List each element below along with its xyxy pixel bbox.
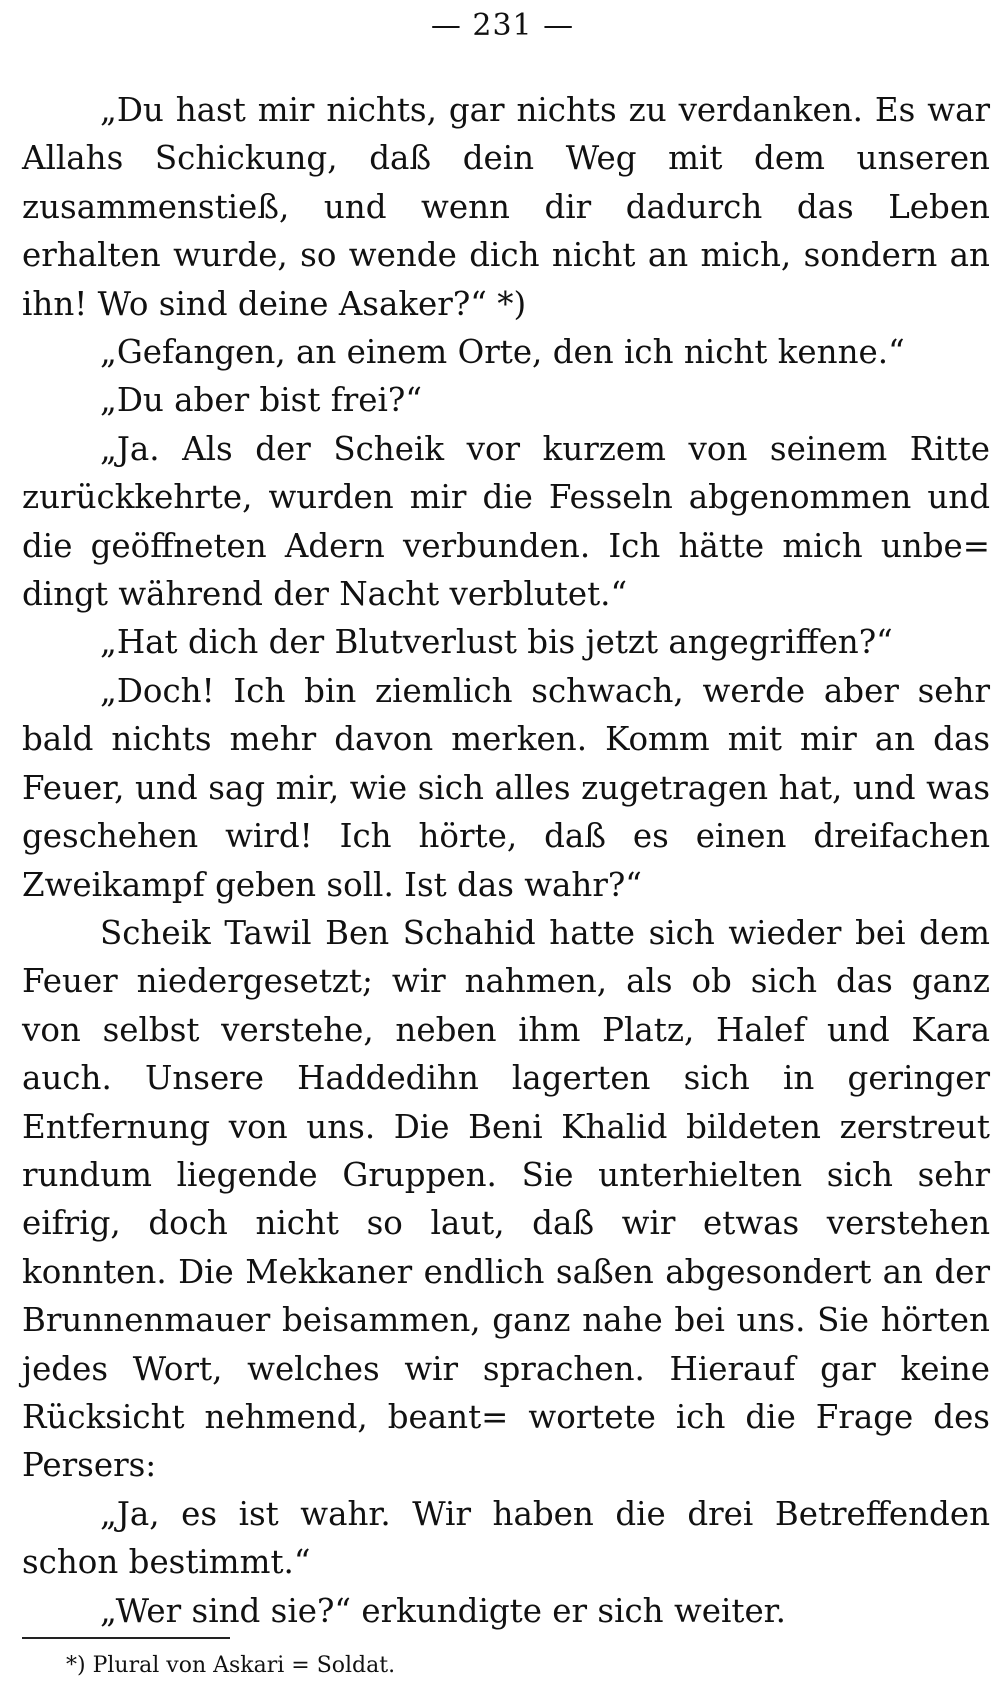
text-line: „Ja. Als der Scheik vor kurzem von seinem Ritte: [100, 429, 990, 468]
paragraph: [22, 618, 990, 666]
paragraph: [22, 376, 990, 424]
paragraph: [22, 909, 990, 1490]
footnote-text: Plural von Askari = Soldat.: [92, 1653, 396, 1678]
text-line: selbst verstehe, neben ihm Platz, Halef und Kara auch.: [22, 1010, 990, 1098]
text-line: dingt während der Nacht verblutet.“: [22, 575, 628, 614]
text-line: „Hat dich der Blutverlust bis jetzt angegriffen?“: [100, 623, 893, 662]
text-line: sind deine Asaker?“ *): [158, 284, 527, 323]
text-line: Gruppen. Sie unterhielten sich sehr eifrig, doch nicht so: [22, 1155, 990, 1243]
text-line: Unsere Haddedihn lagerten sich in geringer Entfernung von: [22, 1059, 990, 1146]
paragraph: [22, 86, 990, 328]
text-line: war Allahs Schickung, daß dein Weg mit dem unseren: [22, 91, 990, 178]
text-line: zurückkehrte, wurden mir die Fesseln abgenommen und: [22, 478, 990, 517]
text-line: endlich saßen abgesondert an der Brunnenmauer beisammen,: [22, 1252, 990, 1340]
footnote-marker: *): [66, 1653, 86, 1678]
paragraph: [22, 667, 990, 909]
text-line: Feuer niedergesetzt; wir nahmen, als ob sich das ganz von: [22, 962, 990, 1049]
text-line: schon bestimmt.“: [22, 1543, 311, 1582]
text-line: uns. Die Beni Khalid bildeten zerstreut rundum liegende: [22, 1107, 990, 1194]
paragraph: [22, 1587, 990, 1635]
text-line: „Gefangen, an einem Orte, den ich nicht kenne.“: [100, 333, 905, 372]
footnote: [66, 1652, 395, 1680]
text-line: was geschehen wird! Ich hörte, daß es einen dreifachen: [22, 768, 990, 856]
text-line: Feuer, und sag mir, wie sich alles zugetragen hat, und: [22, 768, 916, 807]
text-line: Zweikampf geben soll. Ist das wahr?“: [22, 865, 642, 904]
text-line: zusammenstieß, und wenn dir dadurch das Leben erhalten: [22, 187, 990, 275]
paragraph: [22, 425, 990, 619]
paragraph: [22, 328, 990, 376]
text-line: laut, daß wir etwas verstehen konnten. Die Mekkaner: [22, 1204, 990, 1291]
main-text: [22, 86, 990, 1635]
text-line: wortete ich die Frage des Persers:: [22, 1397, 990, 1485]
text-line: sprachen. Hierauf gar keine Rücksicht nehmend, beant=: [22, 1349, 991, 1436]
text-line: „Du hast mir nichts, gar nichts zu verdanken. Es: [100, 91, 916, 129]
text-line: „Ja, es ist wahr. Wir haben die drei Betreffenden: [100, 1494, 990, 1533]
text-line: bald nichts mehr davon merken. Komm mit mir an das: [22, 720, 990, 759]
page-number-header: — 231 —: [430, 8, 575, 43]
text-line: ganz nahe bei uns. Sie hörten jedes Wort, welches wir: [22, 1301, 990, 1388]
text-line: wurde, so wende dich nicht an mich, sondern an ihn! Wo: [22, 236, 990, 323]
text-line: die geöffneten Adern verbunden. Ich hätte mich unbe=: [22, 526, 990, 565]
text-line: „Du aber bist frei?“: [100, 381, 422, 420]
footnote-separator: [22, 1637, 230, 1639]
paragraph: [22, 1490, 990, 1587]
text-line: „Doch! Ich bin ziemlich schwach, werde aber sehr: [100, 671, 990, 710]
text-line: Scheik Tawil Ben Schahid hatte sich wieder bei dem: [100, 913, 990, 952]
text-line: „Wer sind sie?“ erkundigte er sich weiter.: [100, 1591, 786, 1630]
